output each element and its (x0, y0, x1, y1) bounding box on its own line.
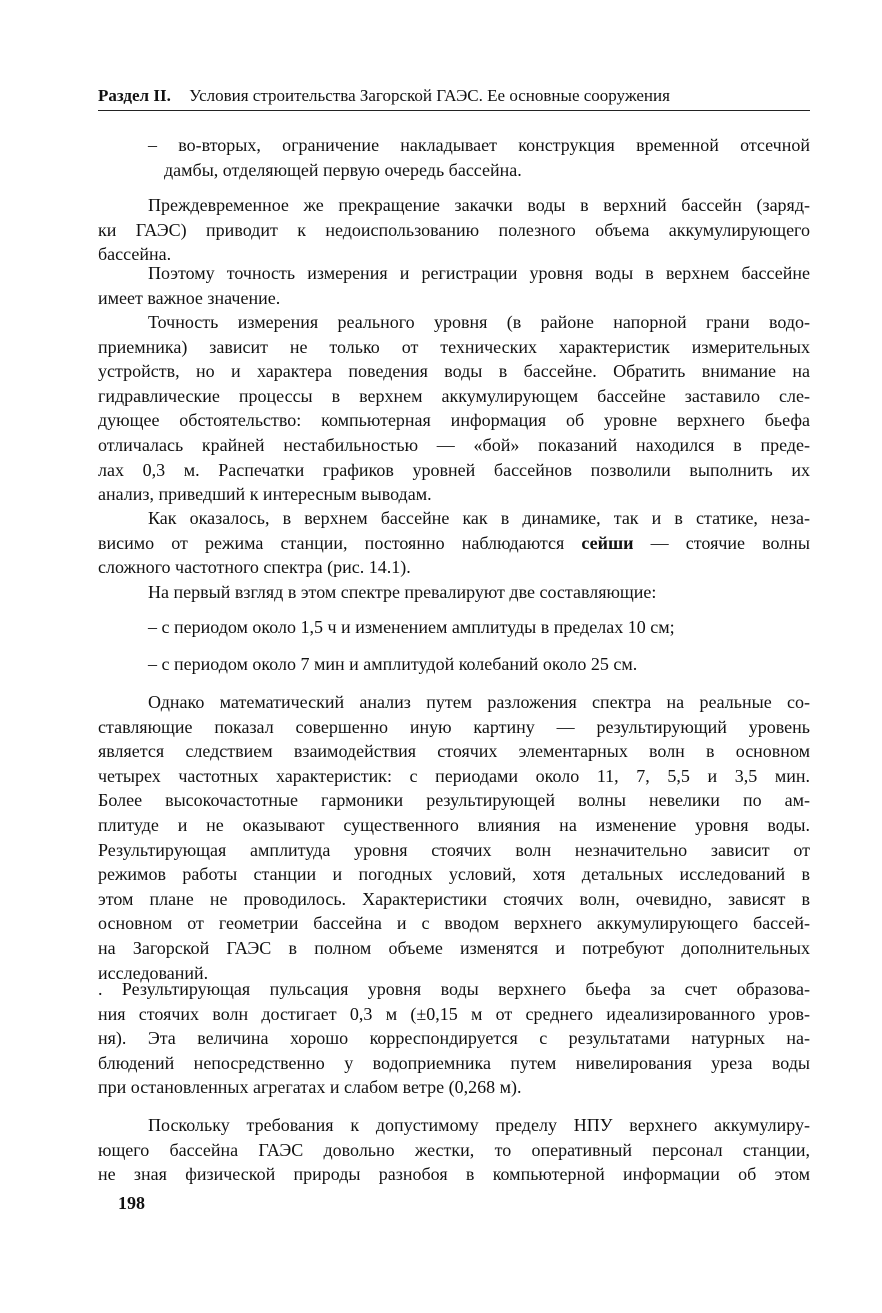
text-line: ки ГАЭС) приводит к недоиспользованию полезного объема аккумулирующего (98, 219, 810, 240)
section-label: Раздел II. (98, 86, 171, 105)
running-header (98, 86, 810, 111)
text-line: при остановленных агрегатах и слабом ветре (0,268 м). (98, 1077, 522, 1098)
paragraph (98, 261, 810, 310)
page-number: 198 (118, 1193, 145, 1213)
text-line: имеет важное значение. (98, 287, 281, 308)
text-line: сложного частотного спектра (рис. 14.1). (98, 557, 411, 578)
text-line: этом плане не проводилось. Характеристики стоячих волн, очевидно, зависят в (98, 888, 810, 909)
text-line: устройств, но и характера поведения воды в бассейне. Обратить внимание на (98, 361, 810, 382)
text-line: ставляющие показал совершенно иную картину — результирующий уровень (98, 716, 810, 737)
text-line: На первый взгляд в этом спектре превалируют две составляющие: (148, 582, 657, 602)
bullet-item (98, 615, 810, 640)
text-line: блюдений непосредственно у водоприемника путем нивелирования уреза воды (98, 1052, 810, 1073)
text-line: лах 0,3 м. Распечатки графиков уровней бассейнов позволили выполнить их (98, 459, 810, 480)
text-line: Более высокочастотные гармоники результирующей волны невелики по ам- (98, 790, 810, 811)
text-line: дамбы, отделяющей первую очередь бассейна. (164, 159, 522, 180)
text-line: является следствием взаимодействия стоячих элементарных волн в основном (98, 741, 810, 762)
text-segment: висимо от режима станции, постоянно наблюдаются (98, 532, 582, 553)
text-line: бассейна. (98, 244, 172, 265)
bullet-item (98, 652, 810, 677)
text-line: гидравлические процессы в верхнем аккумулирующем бассейне заставило сле- (98, 385, 810, 406)
text-line: плитуде и не оказывают существенного влияния на изменение уровня воды. (98, 814, 810, 835)
text-line: отличалась крайней нестабильностью — «бой» показаний находился в преде- (98, 434, 810, 455)
text-line: Результирующая амплитуда уровня стоячих волн незначительно зависит от (98, 839, 810, 860)
text-line: четырех частотных характеристик: с периодами около 11, 7, 5,5 и 3,5 мин. (98, 765, 810, 786)
paragraph (98, 506, 810, 580)
text-line: дующее обстоятельство: компьютерная информация об уровне верхнего бьефа (98, 410, 810, 431)
paragraph (98, 1113, 810, 1187)
text-line: режимов работы станции и погодных условий, хотя детальных исследований в (98, 864, 810, 885)
text-line: приемника) зависит не только от технических характеристик измерительных (98, 336, 810, 357)
text-line: – во-вторых, ограничение накладывает конструкция временной отсечной (148, 135, 810, 155)
text-line: Преждевременное же прекращение закачки воды в верхний бассейн (заряд- (148, 195, 810, 215)
text-line: . Результирующая пульсация уровня воды верхнего бьефа за счет образова- (98, 979, 810, 999)
section-title: Условия строительства Загорской ГАЭС. Ее основные сооружения (189, 86, 670, 105)
text-line: ня). Эта величина хорошо корреспондируется с результатами натурных на- (98, 1028, 810, 1049)
text-line: Точность измерения реального уровня (в районе напорной грани водо- (148, 312, 810, 332)
text-segment: — стоячие волны (633, 532, 810, 553)
text-line: на Загорской ГАЭС в полном объеме изменятся и потребуют дополнительных (98, 937, 810, 958)
bullet-item (98, 133, 810, 182)
text-line: Поэтому точность измерения и регистрации уровня воды в верхнем бассейне (148, 263, 810, 283)
paragraph (98, 310, 810, 507)
paragraph (98, 690, 810, 985)
paragraph (98, 977, 810, 1100)
text-line: – с периодом около 7 мин и амплитудой колебаний около 25 см. (148, 654, 638, 674)
text-line: Однако математический анализ путем разложения спектра на реальные со- (148, 692, 810, 712)
text-line: – с периодом около 1,5 ч и изменением амплитуды в пределах 10 см; (148, 617, 675, 637)
text-line: Поскольку требования к допустимому пределу НПУ верхнего аккумулиру- (148, 1115, 810, 1135)
text-line: Как оказалось, в верхнем бассейне как в динамике, так и в статике, неза- (148, 508, 810, 528)
text-line: ния стоячих волн достигает 0,3 м (±0,15 м от среднего идеализированного уров- (98, 1003, 810, 1024)
text-line: анализ, приведший к интересным выводам. (98, 484, 432, 505)
paragraph (98, 580, 810, 605)
text-line: основном от геометрии бассейна и с вводом верхнего аккумулирующего бассей- (98, 913, 810, 934)
text-line: исследований. (98, 962, 209, 983)
paragraph (98, 193, 810, 267)
bold-term: сейши (581, 532, 634, 553)
text-line: ющего бассейна ГАЭС довольно жестки, то оперативный персонал станции, (98, 1139, 810, 1160)
text-line (98, 531, 810, 556)
text-line: не зная физической природы разнобоя в компьютерной информации об этом (98, 1164, 810, 1185)
